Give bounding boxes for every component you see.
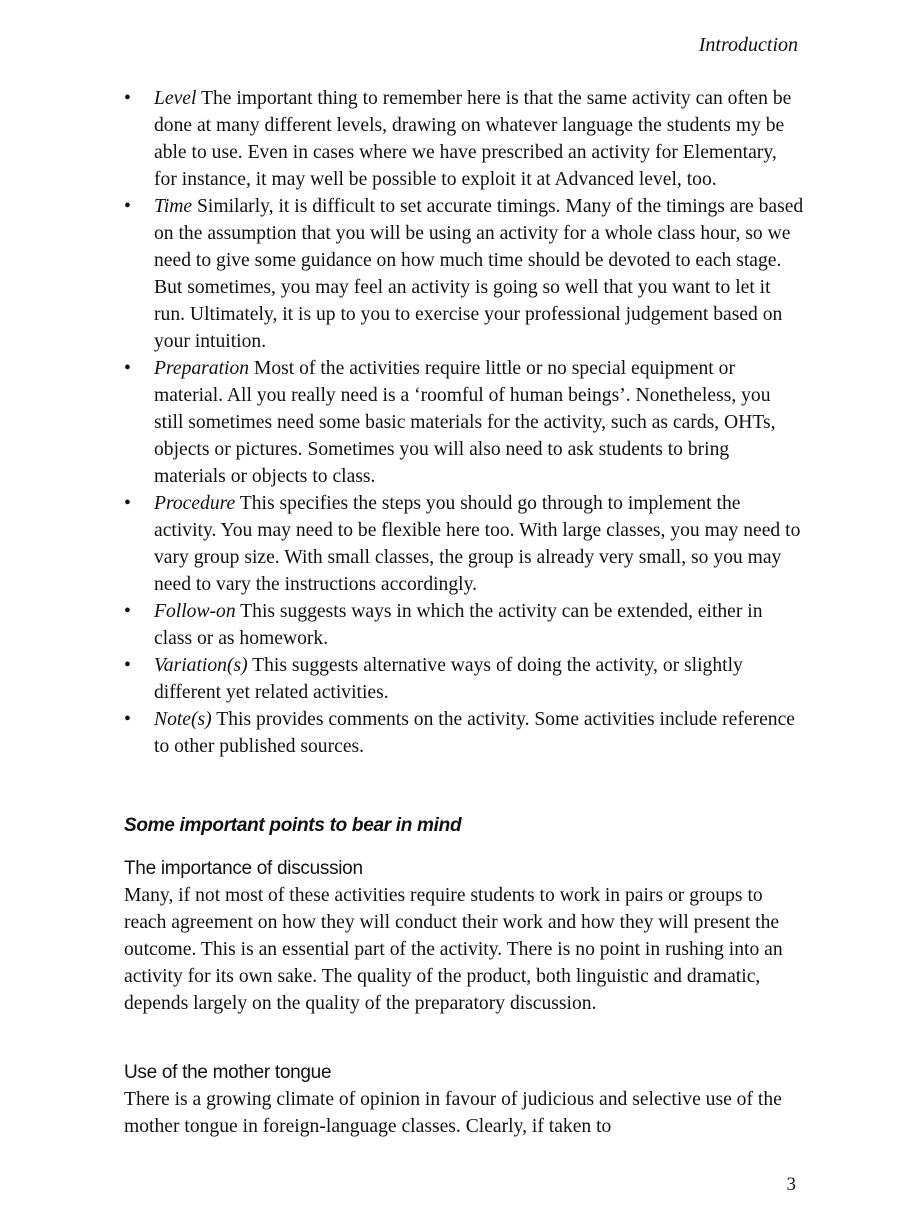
list-item-text: This suggests alternative ways of doing the activity, or slightly different yet related activities. bbox=[154, 655, 743, 703]
list-item bbox=[124, 193, 804, 355]
list-item-term: Level bbox=[154, 88, 197, 109]
subsection-heading: Use of the mother tongue bbox=[124, 1062, 332, 1083]
page-number: 3 bbox=[786, 1174, 796, 1195]
list-item bbox=[124, 652, 804, 706]
subsection-mother-tongue bbox=[124, 1059, 804, 1140]
subsection-body: Many, if not most of these activities require students to work in pairs or groups to reach agreement on how they will conduct their work and how they will present the outcome. This is an essential part of the activity. There is no point in rushing into an activity for its own sake. The quality of the product, both linguistic and dramatic, depends largely on the quality of the preparatory discussion. bbox=[124, 885, 783, 1014]
list-item bbox=[124, 706, 804, 760]
list-item-text: Most of the activities require little or no special equipment or material. All you really need is a ‘roomful of human beings’. Nonetheless, you still sometimes need some basic materials for the activity, such as cards, OHTs, objects or pictures. Sometimes you will also need to ask students to bring materials or objects to class. bbox=[154, 358, 776, 487]
section-heading: Some important points to bear in mind bbox=[124, 815, 462, 836]
list-item-text: This suggests ways in which the activity can be extended, either in class or as homework. bbox=[154, 601, 763, 649]
list-item-term: Time bbox=[154, 196, 193, 217]
list-item-term: Follow-on bbox=[154, 601, 236, 622]
list-item bbox=[124, 355, 804, 490]
list-item bbox=[124, 598, 804, 652]
subsection-discussion bbox=[124, 855, 804, 1017]
bullet-icon: • bbox=[124, 493, 131, 514]
list-item bbox=[124, 490, 804, 598]
list-item-text: This provides comments on the activity. Some activities include reference to other published sources. bbox=[154, 709, 795, 757]
bullet-icon: • bbox=[124, 196, 131, 217]
list-item bbox=[124, 85, 804, 193]
bullet-icon: • bbox=[124, 709, 131, 730]
bullet-icon: • bbox=[124, 88, 131, 109]
list-item-term: Variation(s) bbox=[154, 655, 248, 676]
running-head: Introduction bbox=[698, 34, 798, 56]
list-item-text: Similarly, it is difficult to set accurate timings. Many of the timings are based on the assumption that you will be using an activity for a whole class hour, so we need to give some guidance on how much time should be devoted to each stage. But sometimes, you may feel an activity is going so well that you want to let it run. Ultimately, it is up to you to exercise your professional judgement based on your intuition. bbox=[154, 196, 804, 352]
bullet-icon: • bbox=[124, 601, 131, 622]
list-item-text: The important thing to remember here is that the same activity can often be done at many different levels, drawing on whatever language the students my be able to use. Even in cases where we have prescribed an activity for Elementary, for instance, it may well be possible to exploit it at Advanced level, too. bbox=[154, 88, 792, 190]
activity-format-list bbox=[124, 85, 804, 760]
bullet-icon: • bbox=[124, 655, 131, 676]
list-item-term: Procedure bbox=[154, 493, 236, 514]
list-item-term: Preparation bbox=[154, 358, 250, 379]
list-item-term: Note(s) bbox=[154, 709, 212, 730]
list-item-text: This specifies the steps you should go through to implement the activity. You may need to be flexible here too. With large classes, you may need to vary group size. With small classes, the group is already very small, so you may need to vary the instructions accordingly. bbox=[154, 493, 801, 595]
subsection-body: There is a growing climate of opinion in favour of judicious and selective use of the mother tongue in foreign-language classes. Clearly, if taken to bbox=[124, 1089, 782, 1137]
bullet-icon: • bbox=[124, 358, 131, 379]
subsection-heading: The importance of discussion bbox=[124, 858, 363, 879]
